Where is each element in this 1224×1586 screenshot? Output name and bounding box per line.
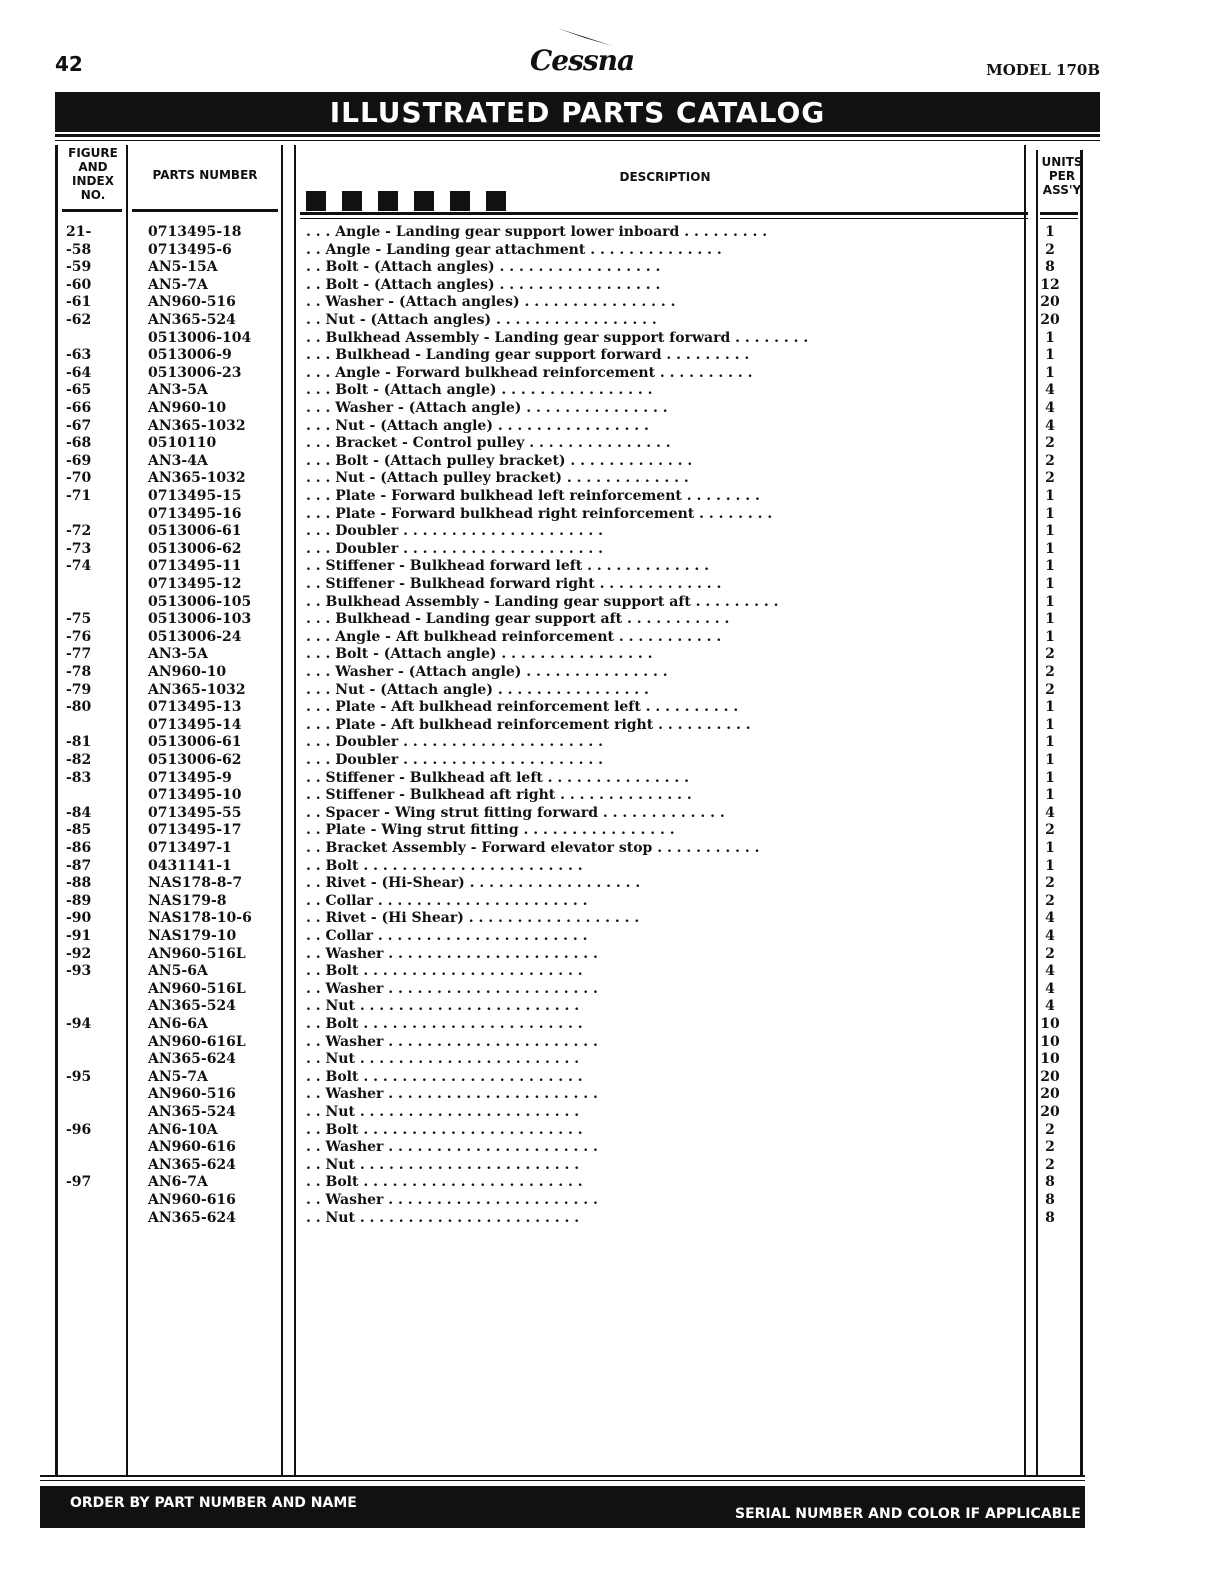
description-cell: . . Bolt . . . . . . . . . . . . . . . . . . . . . . . bbox=[306, 857, 583, 874]
description-cell: . . . Nut - (Attach angle) . . . . . . . . . . . . . . . . bbox=[306, 681, 649, 698]
units-cell: 1 bbox=[1045, 488, 1055, 504]
figure-index-cell: -96 bbox=[66, 1121, 92, 1138]
units-cell: 4 bbox=[1045, 417, 1055, 434]
indent-marker bbox=[414, 191, 434, 211]
description-cell: . . . Doubler . . . . . . . . . . . . . . . . . . . . . bbox=[306, 523, 604, 540]
units-cell: 4 bbox=[1045, 382, 1055, 399]
table-row bbox=[0, 858, 1224, 876]
units-cell: 20 bbox=[1040, 1104, 1060, 1120]
description-cell: . . Washer . . . . . . . . . . . . . . . . . . . . . . bbox=[306, 1033, 598, 1050]
description-cell: . . Bolt - (Attach angles) . . . . . . . . . . . . . . . . . bbox=[306, 259, 661, 276]
part-number-cell: 0713495-15 bbox=[148, 488, 242, 504]
part-number-cell: 0713495-17 bbox=[148, 822, 242, 839]
part-number-cell: 0510110 bbox=[148, 435, 217, 452]
units-cell: 8 bbox=[1045, 259, 1055, 276]
figure-index-cell: -97 bbox=[66, 1174, 92, 1191]
description-cell: . . Stiffener - Bulkhead forward left . . . . . . . . . . . . . bbox=[306, 558, 709, 575]
figure-index-cell: -79 bbox=[66, 681, 92, 698]
figure-index-cell: -59 bbox=[66, 259, 92, 276]
units-cell: 10 bbox=[1040, 1033, 1060, 1050]
description-cell: . . Rivet - (Hi-Shear) . . . . . . . . . . . . . . . . . . bbox=[306, 875, 641, 892]
description-cell: . . . Washer - (Attach angle) . . . . . . . . . . . . . . . bbox=[306, 400, 668, 416]
description-header: DESCRIPTION bbox=[619, 170, 711, 184]
units-cell: 1 bbox=[1045, 593, 1055, 610]
part-number-cell: AN365-1032 bbox=[148, 470, 246, 487]
part-number-cell: AN960-10 bbox=[148, 664, 227, 680]
description-cell: . . Stiffener - Bulkhead forward right . . . . . . . . . . . . . bbox=[306, 576, 722, 592]
figure-index-cell: -87 bbox=[66, 857, 92, 874]
part-number-cell: AN5-7A bbox=[148, 1068, 208, 1085]
table-row bbox=[0, 1034, 1224, 1052]
table-row bbox=[0, 347, 1224, 365]
table-row bbox=[0, 646, 1224, 664]
table-row bbox=[0, 963, 1224, 981]
table-row bbox=[0, 1139, 1224, 1157]
description-cell: . . Plate - Wing strut fitting . . . . . . . . . . . . . . . . bbox=[306, 822, 675, 839]
description-cell: . . Bolt - (Attach angles) . . . . . . . . . . . . . . . . . bbox=[306, 276, 661, 293]
table-row bbox=[0, 418, 1224, 436]
table-row bbox=[0, 470, 1224, 488]
units-cell: 1 bbox=[1045, 840, 1055, 856]
table-row bbox=[0, 910, 1224, 928]
table-row bbox=[0, 998, 1224, 1016]
table-row bbox=[0, 611, 1224, 629]
header-rule-thin bbox=[55, 140, 1100, 141]
part-number-cell: NAS178-8-7 bbox=[148, 875, 243, 892]
figure-index-cell: -68 bbox=[66, 435, 92, 452]
table-row bbox=[0, 787, 1224, 805]
figure-index-cell: -74 bbox=[66, 558, 92, 575]
part-number-cell: AN365-524 bbox=[148, 312, 236, 328]
units-cell: 1 bbox=[1045, 540, 1055, 557]
description-cell: . . . Doubler . . . . . . . . . . . . . . . . . . . . . bbox=[306, 752, 604, 768]
table-row bbox=[0, 488, 1224, 506]
figure-index-cell: -62 bbox=[66, 312, 92, 328]
part-number-cell: AN365-1032 bbox=[148, 681, 246, 698]
description-cell: . . . Plate - Aft bulkhead reinforcement left . . . . . . . . . . bbox=[306, 699, 739, 716]
figure-index-cell: -85 bbox=[66, 822, 92, 839]
part-number-cell: 0513006-61 bbox=[148, 734, 242, 751]
catalog-title-bar bbox=[55, 92, 1100, 132]
table-row bbox=[0, 664, 1224, 682]
figure-index-cell: -72 bbox=[66, 523, 92, 540]
units-cell: 1 bbox=[1045, 752, 1055, 768]
units-cell: 2 bbox=[1045, 875, 1055, 892]
description-cell: . . . Plate - Forward bulkhead left reinforcement . . . . . . . . bbox=[306, 488, 760, 504]
units-cell: 20 bbox=[1040, 1068, 1060, 1085]
part-number-cell: AN3-4A bbox=[148, 452, 208, 469]
part-number-cell: 0713495-12 bbox=[148, 576, 242, 592]
units-cell: 1 bbox=[1045, 716, 1055, 733]
part-number-cell: 0513006-24 bbox=[148, 628, 242, 645]
part-number-cell: AN960-616 bbox=[148, 1139, 236, 1156]
description-cell: . . Stiffener - Bulkhead aft left . . . . . . . . . . . . . . . bbox=[306, 769, 690, 786]
table-row bbox=[0, 734, 1224, 752]
units-cell: 8 bbox=[1045, 1192, 1055, 1208]
figure-index-cell: -77 bbox=[66, 646, 92, 663]
part-number-cell: 0713495-11 bbox=[148, 558, 242, 575]
table-row bbox=[0, 400, 1224, 418]
description-cell: . . Collar . . . . . . . . . . . . . . . . . . . . . . bbox=[306, 892, 588, 909]
description-cell: . . Nut . . . . . . . . . . . . . . . . . . . . . . . bbox=[306, 1051, 580, 1068]
part-number-cell: AN365-524 bbox=[148, 998, 236, 1015]
figure-index-cell: -83 bbox=[66, 769, 92, 786]
description-cell: . . Bulkhead Assembly - Landing gear support forward . . . . . . . . bbox=[306, 329, 809, 346]
table-row bbox=[0, 1104, 1224, 1122]
table-row bbox=[0, 770, 1224, 788]
description-cell: . . . Plate - Forward bulkhead right reinforcement . . . . . . . . bbox=[306, 505, 773, 522]
figure-index-cell: -63 bbox=[66, 347, 92, 364]
description-cell: . . Bracket Assembly - Forward elevator stop . . . . . . . . . . . bbox=[306, 840, 760, 856]
table-row bbox=[0, 576, 1224, 594]
table-row bbox=[0, 822, 1224, 840]
part-number-cell: 0713495-9 bbox=[148, 769, 232, 786]
figure-index-cell: -81 bbox=[66, 734, 92, 751]
part-number-cell: AN5-7A bbox=[148, 276, 208, 293]
units-cell: 1 bbox=[1045, 329, 1055, 346]
units-cell: 2 bbox=[1045, 945, 1055, 962]
footer-bar bbox=[40, 1486, 1085, 1528]
description-cell: . . . Doubler . . . . . . . . . . . . . . . . . . . . . bbox=[306, 540, 604, 557]
figure-index-cell: -78 bbox=[66, 664, 92, 680]
table-row bbox=[0, 1051, 1224, 1069]
model-label: MODEL 170B bbox=[986, 61, 1100, 79]
part-number-cell: AN6-10A bbox=[148, 1121, 218, 1138]
units-cell: 8 bbox=[1045, 1174, 1055, 1191]
table-row bbox=[0, 1016, 1224, 1034]
catalog-title: ILLUSTRATED PARTS CATALOG bbox=[329, 96, 826, 129]
indent-marker bbox=[306, 191, 326, 211]
table-row bbox=[0, 1157, 1224, 1175]
part-number-cell: AN365-524 bbox=[148, 1104, 236, 1120]
table-row bbox=[0, 1174, 1224, 1192]
description-cell: . . Nut . . . . . . . . . . . . . . . . . . . . . . . bbox=[306, 1209, 580, 1226]
units-cell: 1 bbox=[1045, 558, 1055, 575]
units-header: UNITS PER ASS'Y bbox=[1041, 155, 1083, 197]
units-cell: 4 bbox=[1045, 910, 1055, 927]
figure-index-cell: -73 bbox=[66, 540, 92, 557]
table-row bbox=[0, 1192, 1224, 1210]
table-row bbox=[0, 840, 1224, 858]
table-row bbox=[0, 1086, 1224, 1104]
part-number-cell: 0713495-6 bbox=[148, 241, 232, 258]
part-number-cell: 0513006-62 bbox=[148, 752, 242, 768]
part-number-cell: AN960-516L bbox=[148, 980, 246, 997]
table-row bbox=[0, 277, 1224, 295]
table-row bbox=[0, 541, 1224, 559]
units-cell: 2 bbox=[1045, 452, 1055, 469]
units-cell: 4 bbox=[1045, 998, 1055, 1015]
description-cell: . . . Bracket - Control pulley . . . . . . . . . . . . . . . bbox=[306, 435, 671, 452]
units-cell: 2 bbox=[1045, 435, 1055, 452]
units-cell: 10 bbox=[1040, 1051, 1060, 1068]
part-number-cell: AN960-516 bbox=[148, 1086, 236, 1103]
part-number-cell: 0713495-10 bbox=[148, 787, 242, 804]
table-row bbox=[0, 1069, 1224, 1087]
units-cell: 20 bbox=[1040, 1086, 1060, 1103]
description-cell: . . . Nut - (Attach pulley bracket) . . . . . . . . . . . . . bbox=[306, 470, 689, 487]
table-row bbox=[0, 1122, 1224, 1140]
part-number-cell: 0513006-103 bbox=[148, 611, 252, 628]
figure-index-cell: -92 bbox=[66, 945, 92, 962]
table-row bbox=[0, 435, 1224, 453]
indent-marker bbox=[486, 191, 506, 211]
units-cell: 12 bbox=[1040, 276, 1060, 293]
part-number-cell: AN960-516L bbox=[148, 945, 246, 962]
figure-index-cell: -82 bbox=[66, 752, 92, 768]
table-row bbox=[0, 893, 1224, 911]
units-cell: 4 bbox=[1045, 400, 1055, 416]
units-cell: 1 bbox=[1045, 224, 1055, 240]
description-cell: . . . Angle - Landing gear support lower inboard . . . . . . . . . bbox=[306, 224, 768, 240]
part-number-cell: 0513006-104 bbox=[148, 329, 252, 346]
footer-rule-top bbox=[40, 1475, 1085, 1477]
figure-index-cell: -69 bbox=[66, 452, 92, 469]
indent-marker bbox=[378, 191, 398, 211]
units-cell: 2 bbox=[1045, 664, 1055, 680]
part-number-cell: AN365-624 bbox=[148, 1051, 236, 1068]
description-cell: . . Nut . . . . . . . . . . . . . . . . . . . . . . . bbox=[306, 1104, 580, 1120]
units-cell: 8 bbox=[1045, 1209, 1055, 1226]
part-number-cell: AN5-15A bbox=[148, 259, 218, 276]
units-cell: 2 bbox=[1045, 1156, 1055, 1173]
table-row bbox=[0, 805, 1224, 823]
part-number-cell: NAS179-10 bbox=[148, 928, 237, 944]
units-cell: 2 bbox=[1045, 1139, 1055, 1156]
figure-index-cell: -84 bbox=[66, 804, 92, 821]
description-cell: . . . Bulkhead - Landing gear support forward . . . . . . . . . bbox=[306, 347, 750, 364]
units-cell: 1 bbox=[1045, 628, 1055, 645]
part-number-cell: 0713495-18 bbox=[148, 224, 242, 240]
description-cell: . . . Bolt - (Attach pulley bracket) . . . . . . . . . . . . . bbox=[306, 452, 693, 469]
table-row bbox=[0, 594, 1224, 612]
figure-index-cell: -95 bbox=[66, 1068, 92, 1085]
units-cell: 2 bbox=[1045, 822, 1055, 839]
part-number-cell: 0713495-55 bbox=[148, 804, 242, 821]
part-number-cell: 0713495-13 bbox=[148, 699, 242, 716]
table-row bbox=[0, 717, 1224, 735]
figure-index-cell: -80 bbox=[66, 699, 92, 716]
description-cell: . . Bolt . . . . . . . . . . . . . . . . . . . . . . . bbox=[306, 1121, 583, 1138]
units-cell: 1 bbox=[1045, 347, 1055, 364]
part-number-cell: 0513006-105 bbox=[148, 593, 252, 610]
figure-index-cell: -66 bbox=[66, 400, 92, 416]
description-cell: . . Washer . . . . . . . . . . . . . . . . . . . . . . bbox=[306, 1139, 598, 1156]
table-row bbox=[0, 629, 1224, 647]
units-cell: 1 bbox=[1045, 611, 1055, 628]
units-cell: 2 bbox=[1045, 1121, 1055, 1138]
description-cell: . . Stiffener - Bulkhead aft right . . . . . . . . . . . . . . bbox=[306, 787, 692, 804]
table-row bbox=[0, 294, 1224, 312]
description-cell: . . Washer . . . . . . . . . . . . . . . . . . . . . . bbox=[306, 980, 598, 997]
figure-index-cell: -67 bbox=[66, 417, 92, 434]
units-cell: 4 bbox=[1045, 963, 1055, 980]
description-cell: . . Spacer - Wing strut fitting forward . . . . . . . . . . . . . bbox=[306, 804, 725, 821]
description-cell: . . . Angle - Aft bulkhead reinforcement . . . . . . . . . . . bbox=[306, 628, 722, 645]
table-row bbox=[0, 875, 1224, 893]
description-cell: . . Washer . . . . . . . . . . . . . . . . . . . . . . bbox=[306, 945, 598, 962]
table-row bbox=[0, 365, 1224, 383]
description-cell: . . Bolt . . . . . . . . . . . . . . . . . . . . . . . bbox=[306, 963, 583, 980]
description-cell: . . Washer . . . . . . . . . . . . . . . . . . . . . . bbox=[306, 1086, 598, 1103]
units-cell: 2 bbox=[1045, 646, 1055, 663]
table-row bbox=[0, 523, 1224, 541]
figure-index-cell: -60 bbox=[66, 276, 92, 293]
figure-index-cell: -90 bbox=[66, 910, 92, 927]
table-row bbox=[0, 259, 1224, 277]
description-cell: . . . Bolt - (Attach angle) . . . . . . . . . . . . . . . . bbox=[306, 382, 653, 399]
units-cell: 20 bbox=[1040, 294, 1060, 311]
part-number-cell: AN365-624 bbox=[148, 1209, 236, 1226]
part-number-cell: 0513006-9 bbox=[148, 347, 232, 364]
description-cell: . . . Nut - (Attach angle) . . . . . . . . . . . . . . . . bbox=[306, 417, 649, 434]
part-number-cell: AN5-6A bbox=[148, 963, 208, 980]
brand-logo: Cessna bbox=[530, 44, 635, 77]
units-cell: 1 bbox=[1045, 857, 1055, 874]
colhead-underline-desc bbox=[300, 212, 1028, 215]
part-number-cell: AN960-616L bbox=[148, 1033, 246, 1050]
table-row bbox=[0, 752, 1224, 770]
figure-index-header: FIGURE AND INDEX NO. bbox=[68, 146, 118, 202]
page-number: 42 bbox=[55, 52, 83, 76]
table-row bbox=[0, 928, 1224, 946]
colhead-underline-units bbox=[1040, 212, 1078, 215]
description-cell: . . . Bolt - (Attach angle) . . . . . . . . . . . . . . . . bbox=[306, 646, 653, 663]
part-number-cell: AN960-516 bbox=[148, 294, 236, 311]
figure-index-cell: -88 bbox=[66, 875, 92, 892]
table-row bbox=[0, 242, 1224, 260]
table-row bbox=[0, 682, 1224, 700]
description-cell: . . Bolt . . . . . . . . . . . . . . . . . . . . . . . bbox=[306, 1016, 583, 1032]
description-cell: . . Bolt . . . . . . . . . . . . . . . . . . . . . . . bbox=[306, 1174, 583, 1191]
figure-index-cell: -86 bbox=[66, 840, 92, 856]
table-row bbox=[0, 558, 1224, 576]
table-row bbox=[0, 1210, 1224, 1228]
part-number-cell: 0431141-1 bbox=[148, 857, 232, 874]
table-row bbox=[0, 699, 1224, 717]
colhead-underline-units-thin bbox=[1040, 218, 1078, 219]
description-cell: . . Bulkhead Assembly - Landing gear support aft . . . . . . . . . bbox=[306, 593, 779, 610]
table-row bbox=[0, 330, 1224, 348]
part-number-cell: 0713497-1 bbox=[148, 840, 232, 856]
figure-index-cell: -76 bbox=[66, 628, 92, 645]
header-rule-top bbox=[55, 134, 1100, 137]
colhead-underline-part bbox=[132, 209, 278, 212]
units-cell: 1 bbox=[1045, 787, 1055, 804]
description-cell: . . Washer - (Attach angles) . . . . . . . . . . . . . . . . bbox=[306, 294, 676, 311]
units-cell: 20 bbox=[1040, 312, 1060, 328]
figure-index-cell: -61 bbox=[66, 294, 92, 311]
units-cell: 1 bbox=[1045, 769, 1055, 786]
colhead-underline-desc-thin bbox=[300, 218, 1028, 219]
description-cell: . . . Plate - Aft bulkhead reinforcement right . . . . . . . . . . bbox=[306, 716, 751, 733]
indent-marker bbox=[450, 191, 470, 211]
part-number-cell: AN3-5A bbox=[148, 382, 208, 399]
table-row bbox=[0, 453, 1224, 471]
units-cell: 2 bbox=[1045, 470, 1055, 487]
units-cell: 1 bbox=[1045, 576, 1055, 592]
part-number-cell: NAS179-8 bbox=[148, 892, 227, 909]
part-number-cell: AN6-7A bbox=[148, 1174, 208, 1191]
description-cell: . . Nut . . . . . . . . . . . . . . . . . . . . . . . bbox=[306, 1156, 580, 1173]
colhead-underline-index bbox=[62, 209, 122, 212]
description-cell: . . Rivet - (Hi Shear) . . . . . . . . . . . . . . . . . . bbox=[306, 910, 640, 927]
figure-index-cell: -64 bbox=[66, 364, 92, 381]
part-number-cell: AN960-616 bbox=[148, 1192, 236, 1208]
units-cell: 1 bbox=[1045, 505, 1055, 522]
units-cell: 10 bbox=[1040, 1016, 1060, 1032]
units-cell: 4 bbox=[1045, 804, 1055, 821]
footer-rule-thin bbox=[40, 1480, 1085, 1481]
table-row bbox=[0, 224, 1224, 242]
figure-index-cell: -94 bbox=[66, 1016, 92, 1032]
part-number-cell: 0713495-16 bbox=[148, 505, 242, 522]
units-cell: 1 bbox=[1045, 523, 1055, 540]
description-cell: . . . Washer - (Attach angle) . . . . . . . . . . . . . . . bbox=[306, 664, 668, 680]
figure-index-cell: 21- bbox=[66, 224, 92, 240]
units-cell: 1 bbox=[1045, 364, 1055, 381]
units-cell: 1 bbox=[1045, 734, 1055, 751]
figure-index-cell: -65 bbox=[66, 382, 92, 399]
table-row bbox=[0, 946, 1224, 964]
description-cell: . . . Doubler . . . . . . . . . . . . . . . . . . . . . bbox=[306, 734, 604, 751]
part-number-cell: AN3-5A bbox=[148, 646, 208, 663]
figure-index-cell: -91 bbox=[66, 928, 92, 944]
table-row bbox=[0, 382, 1224, 400]
description-cell: . . Nut . . . . . . . . . . . . . . . . . . . . . . . bbox=[306, 998, 580, 1015]
figure-index-cell: -70 bbox=[66, 470, 92, 487]
part-number-header: PARTS NUMBER bbox=[152, 168, 258, 182]
part-number-cell: AN6-6A bbox=[148, 1016, 208, 1032]
description-cell: . . . Bulkhead - Landing gear support aft . . . . . . . . . . . bbox=[306, 611, 730, 628]
figure-index-cell: -71 bbox=[66, 488, 92, 504]
part-number-cell: NAS178-10-6 bbox=[148, 910, 252, 927]
units-cell: 1 bbox=[1045, 699, 1055, 716]
part-number-cell: 0513006-62 bbox=[148, 540, 242, 557]
units-cell: 4 bbox=[1045, 980, 1055, 997]
part-number-cell: AN365-624 bbox=[148, 1156, 236, 1173]
units-cell: 4 bbox=[1045, 928, 1055, 944]
figure-index-cell: -89 bbox=[66, 892, 92, 909]
footer-order-note: ORDER BY PART NUMBER AND NAME bbox=[70, 1495, 357, 1511]
figure-index-cell: -93 bbox=[66, 963, 92, 980]
part-number-cell: AN960-10 bbox=[148, 400, 227, 416]
table-row bbox=[0, 312, 1224, 330]
part-number-cell: AN365-1032 bbox=[148, 417, 246, 434]
figure-index-cell: -58 bbox=[66, 241, 92, 258]
part-number-cell: 0713495-14 bbox=[148, 716, 242, 733]
description-cell: . . . Angle - Forward bulkhead reinforcement . . . . . . . . . . bbox=[306, 364, 753, 381]
description-cell: . . Collar . . . . . . . . . . . . . . . . . . . . . . bbox=[306, 928, 588, 944]
table-row bbox=[0, 506, 1224, 524]
table-row bbox=[0, 981, 1224, 999]
footer-serial-note: SERIAL NUMBER AND COLOR IF APPLICABLE bbox=[735, 1506, 1081, 1522]
part-number-cell: 0513006-23 bbox=[148, 364, 242, 381]
description-cell: . . Washer . . . . . . . . . . . . . . . . . . . . . . bbox=[306, 1192, 598, 1208]
part-number-cell: 0513006-61 bbox=[148, 523, 242, 540]
units-cell: 2 bbox=[1045, 681, 1055, 698]
description-cell: . . Bolt . . . . . . . . . . . . . . . . . . . . . . . bbox=[306, 1068, 583, 1085]
units-cell: 2 bbox=[1045, 892, 1055, 909]
description-cell: . . Angle - Landing gear attachment . . . . . . . . . . . . . . bbox=[306, 241, 722, 258]
units-cell: 2 bbox=[1045, 241, 1055, 258]
figure-index-cell: -75 bbox=[66, 611, 92, 628]
indent-marker bbox=[342, 191, 362, 211]
description-cell: . . Nut - (Attach angles) . . . . . . . . . . . . . . . . . bbox=[306, 312, 657, 328]
